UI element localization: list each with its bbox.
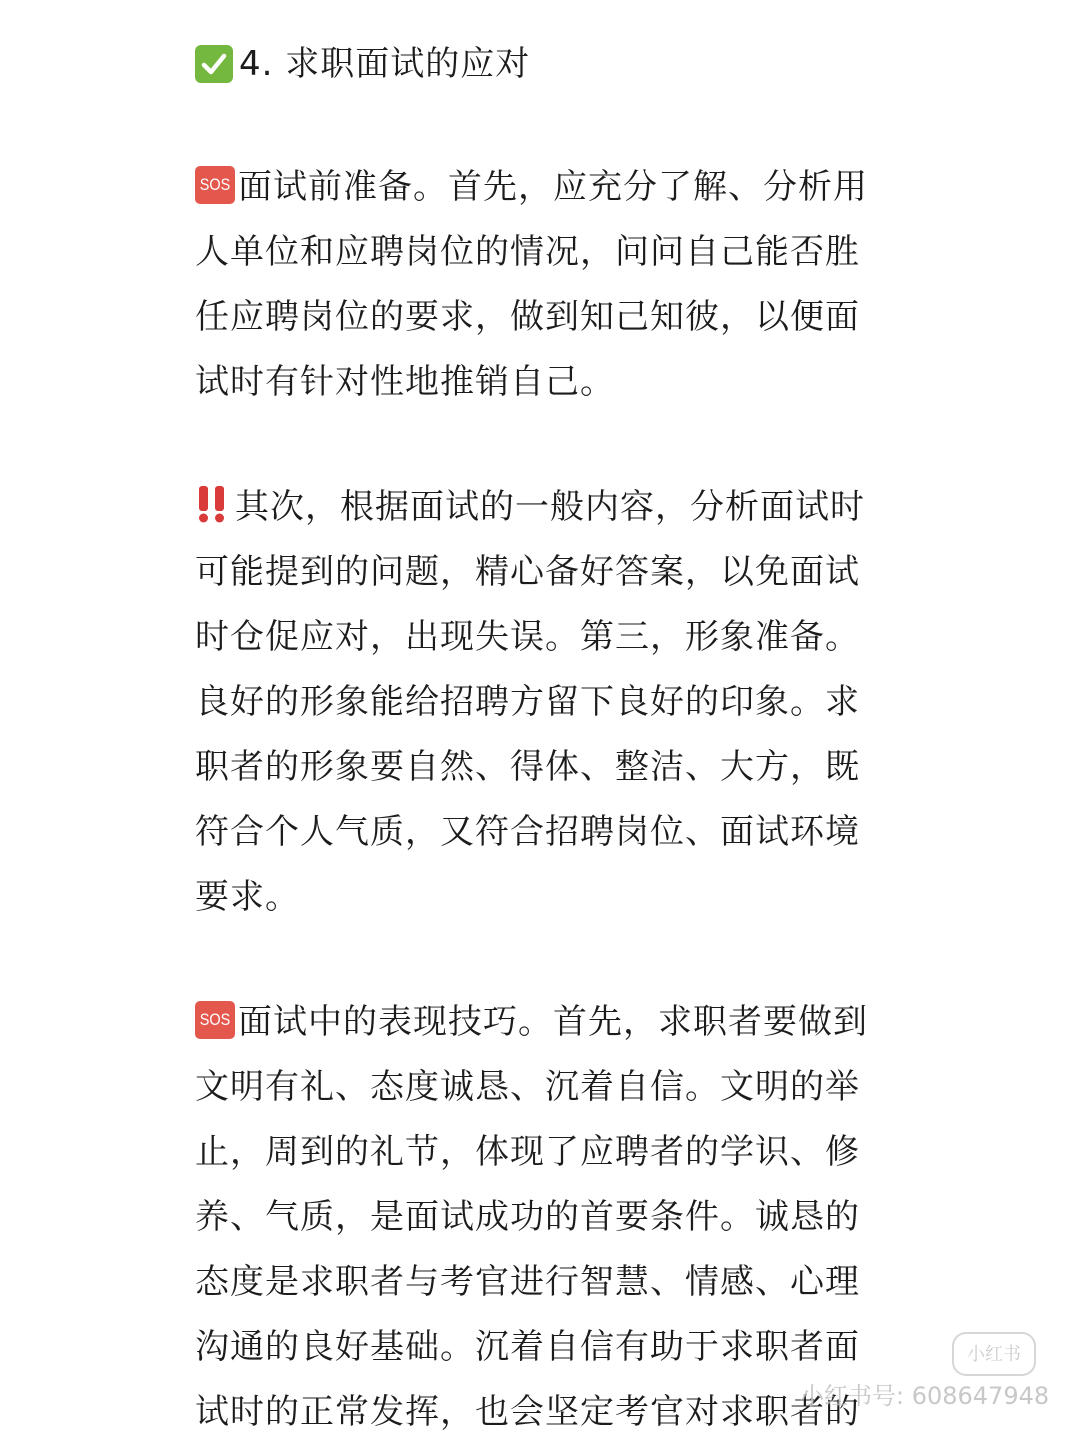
text-line: 试时的正常发挥，也会坚定考官对求职者的 (195, 1392, 860, 1432)
heading-text: 4. 求职面试的应对 (239, 44, 531, 84)
text-line: 其次，根据面试的一般内容，分析面试时 (195, 475, 885, 540)
watermark-logo: 小红书 (952, 1332, 1036, 1376)
watermark-id: 小红书号: 608647948 (800, 1382, 1050, 1410)
sos-icon: SOS (195, 1001, 235, 1039)
text-line: 人单位和应聘岗位的情况，问问自己能否胜 (195, 232, 860, 272)
text-line: 良好的形象能给招聘方留下良好的印象。求 (195, 682, 860, 722)
text-line: 可能提到的问题，精心备好答案，以免面试 (195, 552, 860, 592)
section-heading (195, 38, 530, 90)
text-line: 止，周到的礼节，体现了应聘者的学识、修 (195, 1132, 860, 1172)
text-line: 时仓促应对，出现失误。第三，形象准备。 (195, 617, 860, 657)
text-line: 试时有针对性地推销自己。 (195, 362, 615, 402)
text-line: 沟通的良好基础。沉着自信有助于求职者面 (195, 1327, 860, 1367)
text-line: SOS 面试前准备。首先，应充分了解、分析用 (195, 155, 885, 220)
paragraph-preparation (195, 155, 885, 415)
paragraph-interview-skills (195, 990, 885, 1440)
double-exclamation-icon (195, 481, 229, 521)
check-mark-icon (195, 45, 233, 83)
text-line: 养、气质，是面试成功的首要条件。诚恳的 (195, 1197, 860, 1237)
text-line: 任应聘岗位的要求，做到知己知彼，以便面 (195, 297, 860, 337)
text-line: 文明有礼、态度诚恳、沉着自信。文明的举 (195, 1067, 860, 1107)
text-line: 要求。 (195, 877, 300, 917)
text-line: 符合个人气质，又符合招聘岗位、面试环境 (195, 812, 860, 852)
sos-icon: SOS (195, 166, 235, 204)
text-line: 态度是求职者与考官进行智慧、情感、心理 (195, 1262, 860, 1302)
text-line: 职者的形象要自然、得体、整洁、大方，既 (195, 747, 860, 787)
paragraph-secondly (195, 475, 885, 930)
text-line: SOS 面试中的表现技巧。首先，求职者要做到 (195, 990, 885, 1055)
